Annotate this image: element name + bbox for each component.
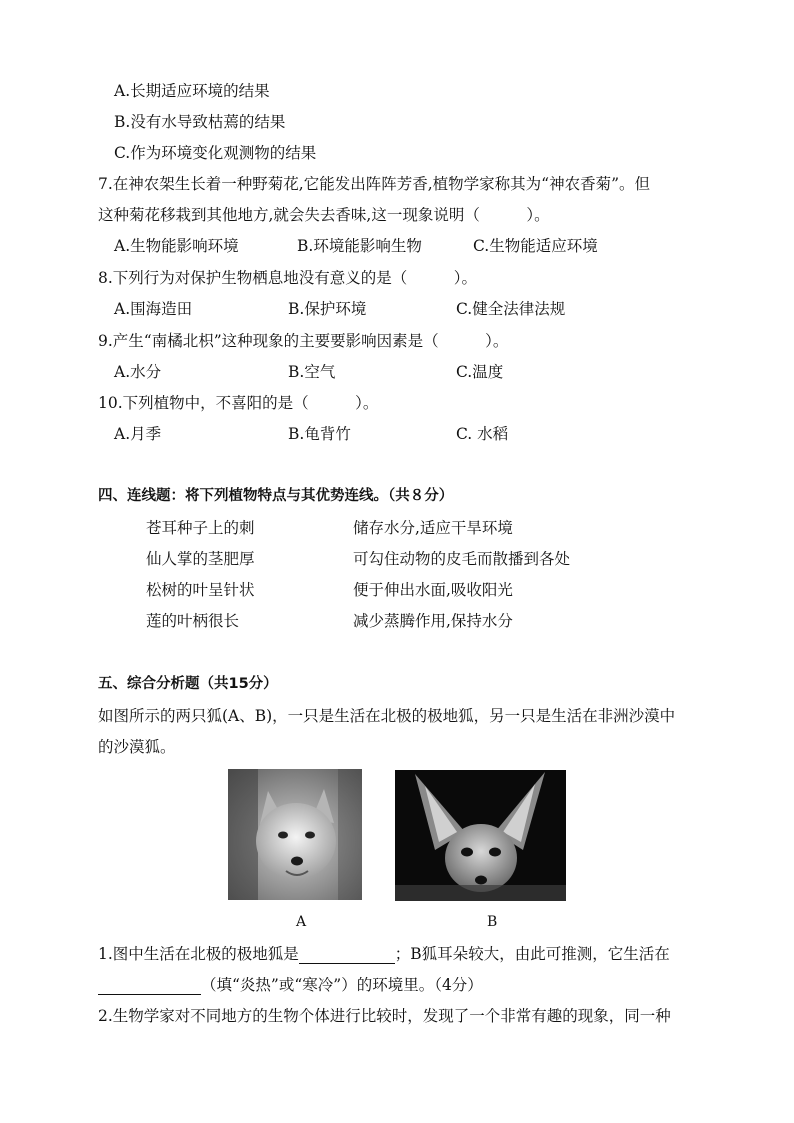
q10-option-b: B.龟背竹 <box>288 425 351 443</box>
answer-blank-1[interactable] <box>299 947 395 964</box>
q9-option-a: A.水分 <box>114 363 162 381</box>
subq1-line1 <box>98 944 670 964</box>
q6-option-a: A.长期适应环境的结果 <box>114 82 270 100</box>
q10-text: 10.下列植物中，不喜阳的是（ ）。 <box>98 394 379 412</box>
subq2-text: 2.生物学家对不同地方的生物个体进行比较时，发现了一个非常有趣的现象，同一种 <box>98 1007 671 1025</box>
q8-option-c: C.健全法律法规 <box>456 300 566 318</box>
q6-option-b: B.没有水导致枯蔫的结果 <box>114 113 286 131</box>
section5-intro-line1: 如图所示的两只狐(A、B)，一只是生活在北极的极地狐，另一只是生活在非洲沙漠中 <box>98 707 676 725</box>
match-right-3: 便于伸出水面,吸收阳光 <box>353 581 513 599</box>
q8-option-a: A.围海造田 <box>114 300 193 318</box>
subq1-line2 <box>98 975 483 995</box>
q8-text: 8.下列行为对保护生物栖息地没有意义的是（ ）。 <box>98 269 478 287</box>
photo-b-caption: B <box>487 914 498 930</box>
subq1-text-part3: （填“炎热”或“寒冷”）的环境里。（4分） <box>201 976 483 994</box>
match-left-2: 仙人掌的茎肥厚 <box>146 550 255 568</box>
match-left-1: 苍耳种子上的刺 <box>146 519 255 537</box>
fennec-fox-photo <box>395 770 566 901</box>
section5-title: 五、综合分析题（共15分） <box>98 676 278 692</box>
q7-text-line2: 这种菊花移栽到其他地方,就会失去香味,这一现象说明（ ）。 <box>98 206 550 224</box>
q8-option-b: B.保护环境 <box>288 300 367 318</box>
q7-text-line1: 7.在神农架生长着一种野菊花,它能发出阵阵芳香,植物学家称其为“神农香菊”。但 <box>98 175 650 193</box>
answer-blank-2[interactable] <box>98 978 201 995</box>
subq1-text-part1: 1.图中生活在北极的极地狐是 <box>98 945 299 963</box>
arctic-fox-photo <box>228 769 362 900</box>
section5-intro-line2: 的沙漠狐。 <box>98 738 176 756</box>
match-left-4: 莲的叶柄很长 <box>146 612 240 630</box>
match-right-2: 可勾住动物的皮毛而散播到各处 <box>353 550 571 568</box>
photo-a-caption: A <box>296 914 307 930</box>
subq1-text-part2: ；B狐耳朵较大，由此可推测，它生活在 <box>394 945 670 963</box>
q7-option-a: A.生物能影响环境 <box>114 237 239 255</box>
q9-option-c: C.温度 <box>456 363 504 381</box>
q9-text: 9.产生“南橘北枳”这种现象的主要要影响因素是（ ）。 <box>98 332 509 350</box>
match-right-1: 储存水分,适应干旱环境 <box>353 519 513 537</box>
q7-option-c: C.生物能适应环境 <box>473 237 598 255</box>
match-left-3: 松树的叶呈针状 <box>146 581 255 599</box>
match-right-4: 减少蒸腾作用,保持水分 <box>353 612 513 630</box>
section4-title: 四、连线题：将下列植物特点与其优势连线。（共８分） <box>98 488 454 504</box>
q10-option-c: C. 水稻 <box>456 425 509 443</box>
q9-option-b: B.空气 <box>288 363 336 381</box>
q10-option-a: A.月季 <box>114 425 162 443</box>
q7-option-b: B.环境能影响生物 <box>297 237 422 255</box>
q6-option-c: C.作为环境变化观测物的结果 <box>114 144 317 162</box>
